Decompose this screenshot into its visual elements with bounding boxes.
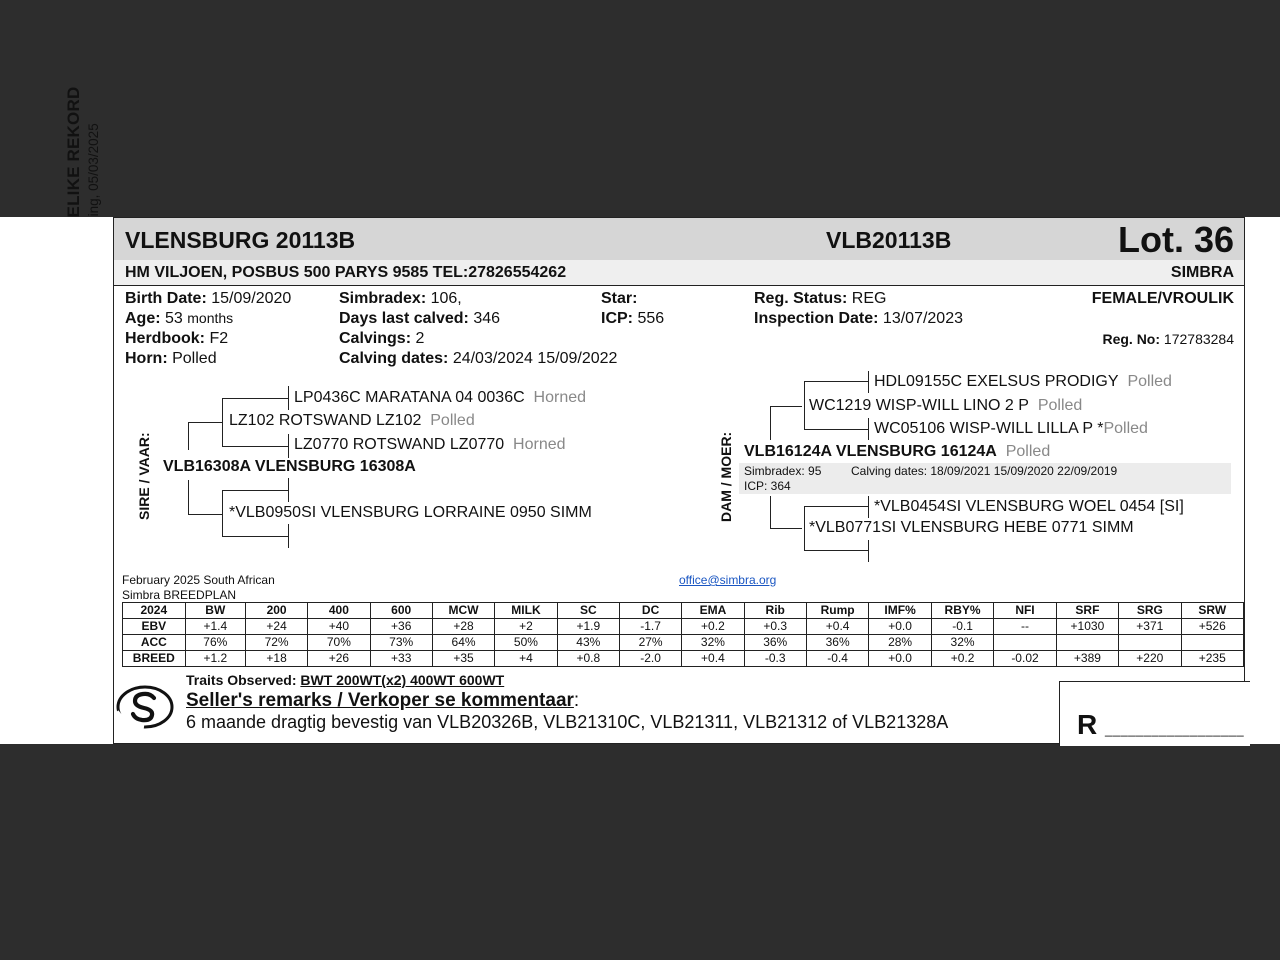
dam-sire-dam: WC05106 WISP-WILL LILLA P *Polled	[874, 420, 1148, 437]
lot-card	[113, 217, 1245, 744]
lot-card-sheet	[0, 217, 1280, 744]
calving-dates: Calving dates: 24/03/2024 15/09/2022	[339, 350, 618, 367]
ebv-cell: +1.4	[185, 619, 245, 635]
breed-label: SIMBRA	[1170, 264, 1234, 281]
ebv-cell	[994, 635, 1056, 651]
ebv-cell: +1.9	[557, 619, 619, 635]
ebv-cell: +0.0	[869, 619, 931, 635]
breedplan-line1: February 2025 South African	[122, 573, 275, 587]
ebv-cell: +24	[245, 619, 307, 635]
ebv-cell: +0.0	[869, 651, 931, 667]
ebv-header-cell: MCW	[432, 603, 494, 619]
ebv-cell: 43%	[557, 635, 619, 651]
price-currency: R	[1077, 709, 1098, 740]
ebv-cell	[1056, 635, 1118, 651]
ebv-cell: +0.2	[682, 619, 744, 635]
ebv-cell: 73%	[370, 635, 432, 651]
owner-info: HM VILJOEN, POSBUS 500 PARYS 9585 TEL:27826554262	[125, 264, 567, 281]
ebv-cell: -0.4	[806, 651, 868, 667]
animal-id: VLB20113B	[826, 227, 952, 253]
ebv-cell: +371	[1119, 619, 1181, 635]
ebv-header-cell: NFI	[994, 603, 1056, 619]
ebv-cell: -0.1	[931, 619, 994, 635]
sire-sire-dam: LZ0770 ROTSWAND LZ0770 Horned	[294, 436, 566, 453]
ebv-cell: +40	[308, 619, 370, 635]
birth-date: Birth Date: 15/09/2020	[125, 290, 292, 307]
dam-dam-sire: *VLB0454SI VLENSBURG WOEL 0454 [SI]	[874, 498, 1184, 515]
ebv-cell: +1030	[1056, 619, 1118, 635]
ebv-cell: 36%	[806, 635, 868, 651]
remarks-text: 6 maande dragtig bevestig van VLB20326B, VLB21310C, VLB21311, VLB21312 of VLB21328A	[186, 712, 949, 732]
breedplan-line2: Simbra BREEDPLAN	[122, 588, 237, 602]
dam-name: VLB16124A VLENSBURG 16124A Polled	[744, 443, 1051, 460]
ebv-cell: +0.2	[931, 651, 994, 667]
ebv-header-cell: 400	[308, 603, 370, 619]
ebv-cell: +235	[1181, 651, 1244, 667]
ebv-cell: -0.02	[994, 651, 1056, 667]
ebv-header-cell: DC	[619, 603, 681, 619]
owner-bar	[114, 260, 1244, 286]
ebv-header-cell: SC	[557, 603, 619, 619]
ebv-cell: +26	[308, 651, 370, 667]
ebv-row	[123, 619, 1244, 635]
ebv-cell: +526	[1181, 619, 1244, 635]
calvings: Calvings: 2	[339, 330, 425, 347]
dam-sire-sire: HDL09155C EXELSUS PRODIGY Polled	[874, 373, 1172, 390]
ebv-header-cell: 200	[245, 603, 307, 619]
herdbook: Herdbook: F2	[125, 330, 229, 347]
email-link[interactable]: office@simbra.org	[679, 573, 777, 587]
dam-info-box	[739, 463, 1231, 494]
reg-number: Reg. No: 172783284	[1102, 331, 1234, 347]
sire-sire-sire: LP0436C MARATANA 04 0036C Horned	[294, 389, 587, 406]
ebv-cell: +0.8	[557, 651, 619, 667]
horn-status: Horn: Polled	[125, 350, 217, 367]
ebv-cell	[1181, 635, 1244, 651]
ebv-cell: 50%	[495, 635, 557, 651]
ebv-header-row	[123, 603, 1244, 619]
ebv-cell: +1.2	[185, 651, 245, 667]
reg-status: Reg. Status: REG	[754, 290, 887, 307]
animal-name: VLENSBURG 20113B	[125, 227, 356, 253]
ebv-cell	[1119, 635, 1181, 651]
ebv-cell: +36	[370, 619, 432, 635]
dam-sire: WC1219 WISP-WILL LINO 2 P Polled	[809, 397, 1083, 414]
ebv-cell: BREED	[123, 651, 186, 667]
dam-simbradex: Simbradex: 95	[744, 464, 822, 478]
sire-name: VLB16308A VLENSBURG 16308A	[163, 458, 416, 475]
ebv-cell: --	[994, 619, 1056, 635]
ebv-header-cell: 2024	[123, 603, 186, 619]
ebv-cell: 70%	[308, 635, 370, 651]
ebv-cell: +28	[432, 619, 494, 635]
ebv-header-cell: Rump	[806, 603, 868, 619]
icp: ICP: 556	[601, 310, 665, 327]
ebv-header-cell: BW	[185, 603, 245, 619]
ebv-cell: ACC	[123, 635, 186, 651]
star-label: Star:	[601, 290, 638, 307]
ebv-cell: +4	[495, 651, 557, 667]
ebv-header-cell: SRW	[1181, 603, 1244, 619]
simbradex: Simbradex: 106,	[339, 290, 462, 307]
ebv-table	[122, 602, 1244, 667]
ebv-cell: +18	[245, 651, 307, 667]
ebv-cell: 64%	[432, 635, 494, 651]
ebv-cell: 28%	[869, 635, 931, 651]
ebv-cell: -1.7	[619, 619, 681, 635]
ebv-cell: +2	[495, 619, 557, 635]
dam-calving-dates: Calving dates: 18/09/2021 15/09/2020 22/09/2019	[851, 464, 1118, 478]
breed-row	[123, 651, 1244, 667]
sex-label: FEMALE/VROULIK	[1091, 290, 1234, 307]
sire-sire: LZ102 ROTSWAND LZ102 Polled	[229, 412, 475, 429]
ebv-cell: EBV	[123, 619, 186, 635]
simbra-logo-icon	[114, 684, 174, 730]
ebv-cell: +0.3	[744, 619, 806, 635]
ebv-cell: 27%	[619, 635, 681, 651]
ebv-cell: +35	[432, 651, 494, 667]
age: Age: 53 months	[125, 310, 234, 327]
dam-dam: *VLB0771SI VLENSBURG HEBE 0771 SIMM	[809, 519, 1134, 536]
ebv-header-cell: SRG	[1119, 603, 1181, 619]
ebv-cell: -0.3	[744, 651, 806, 667]
ebv-cell: +0.4	[806, 619, 868, 635]
traits-observed: Traits Observed: BWT 200WT(x2) 400WT 600WT	[186, 672, 505, 688]
ebv-header-cell: EMA	[682, 603, 744, 619]
sire-dam: *VLB0950SI VLENSBURG LORRAINE 0950 SIMM	[229, 504, 592, 521]
dam-label: DAM / MOER:	[718, 431, 734, 522]
acc-row	[123, 635, 1244, 651]
ebv-cell: 72%	[245, 635, 307, 651]
ebv-header-cell: SRF	[1056, 603, 1118, 619]
inspection-date: Inspection Date: 13/07/2023	[754, 310, 963, 327]
ebv-header-cell: 600	[370, 603, 432, 619]
remarks-title: Seller's remarks / Verkoper se kommentaar:	[186, 690, 580, 711]
dam-icp: ICP: 364	[744, 479, 791, 493]
days-last-calved: Days last calved: 346	[339, 310, 501, 327]
ebv-cell: 36%	[744, 635, 806, 651]
ebv-header-cell: IMF%	[869, 603, 931, 619]
ebv-cell: +33	[370, 651, 432, 667]
price-box	[1059, 681, 1250, 746]
ebv-header-cell: Rib	[744, 603, 806, 619]
lot-number: Lot. 36	[1117, 219, 1234, 260]
ebv-cell: +220	[1119, 651, 1181, 667]
ebv-header-cell: RBY%	[931, 603, 994, 619]
header-bar	[114, 218, 1244, 261]
ebv-cell: +389	[1056, 651, 1118, 667]
ebv-cell: -2.0	[619, 651, 681, 667]
ebv-cell: 32%	[682, 635, 744, 651]
ebv-header-cell: MILK	[495, 603, 557, 619]
ebv-cell: 32%	[931, 635, 994, 651]
ebv-cell: 76%	[185, 635, 245, 651]
price-line: __________________	[1105, 722, 1245, 737]
sire-label: SIRE / VAAR:	[136, 432, 152, 520]
ebv-cell: +0.4	[682, 651, 744, 667]
